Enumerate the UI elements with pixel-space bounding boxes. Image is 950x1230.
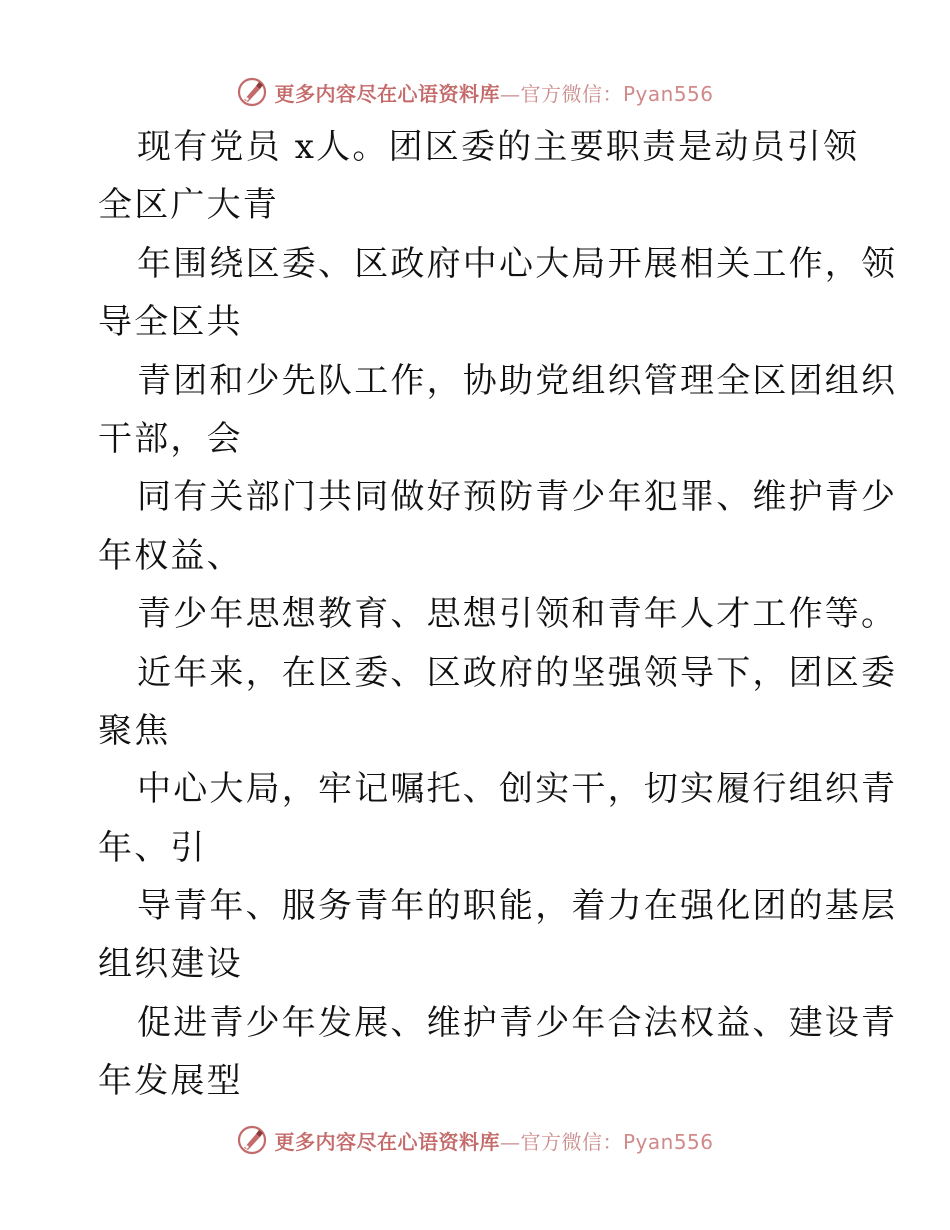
watermark-wechat-label: 官方微信： xyxy=(520,1129,623,1154)
text-line: 导青年、服务青年的职能，着力在强化团的基层 xyxy=(137,886,898,927)
text-line: 导全区共 xyxy=(98,302,243,343)
text-line: 促进青少年发展、维护青少年合法权益、建设青 xyxy=(137,1002,898,1043)
watermark-text xyxy=(274,1126,713,1155)
text-line: 年权益、 xyxy=(98,535,243,576)
text-line: 中心大局，牢记嘱托、创实干，切实履行组织青 xyxy=(137,769,898,810)
text-line: 年、引 xyxy=(98,827,207,868)
text-line: 近年来，在区委、区政府的坚强领导下，团区委 xyxy=(137,652,898,693)
text-line: 全区广大青 xyxy=(98,185,279,226)
text-line: 现有党员 x人。团区委的主要职责是动员引领 xyxy=(137,127,860,167)
fountain-pen-logo-icon xyxy=(236,1124,268,1156)
watermark-wechat-id: Pyan556 xyxy=(622,81,714,106)
watermark-wechat-label: 官方微信： xyxy=(520,81,623,106)
footer-watermark xyxy=(0,1120,950,1160)
watermark-text xyxy=(274,78,713,107)
watermark-separator: — xyxy=(499,81,521,106)
text-line: 青团和少先队工作，协助党组织管理全区团组织 xyxy=(137,360,898,401)
text-line: 聚焦 xyxy=(98,710,171,751)
text-line: 年围绕区委、区政府中心大局开展相关工作，领 xyxy=(137,243,898,284)
watermark-brand: 更多内容尽在心语资料库 xyxy=(274,1129,500,1154)
watermark-separator: — xyxy=(499,1129,521,1154)
text-line: 年发展型 xyxy=(98,1061,243,1102)
text-line: 干部，会 xyxy=(98,418,243,459)
text-line: 青少年思想教育、思想引领和青年人才工作等。 xyxy=(137,594,898,635)
header-watermark xyxy=(0,72,950,112)
watermark-wechat-id: Pyan556 xyxy=(622,1129,714,1154)
text-line: 同有关部门共同做好预防青少年犯罪、维护青少 xyxy=(137,477,898,518)
text-line: 组织建设 xyxy=(98,944,243,985)
document-body xyxy=(98,118,898,1111)
watermark-brand: 更多内容尽在心语资料库 xyxy=(274,81,500,106)
fountain-pen-logo-icon xyxy=(236,76,268,108)
